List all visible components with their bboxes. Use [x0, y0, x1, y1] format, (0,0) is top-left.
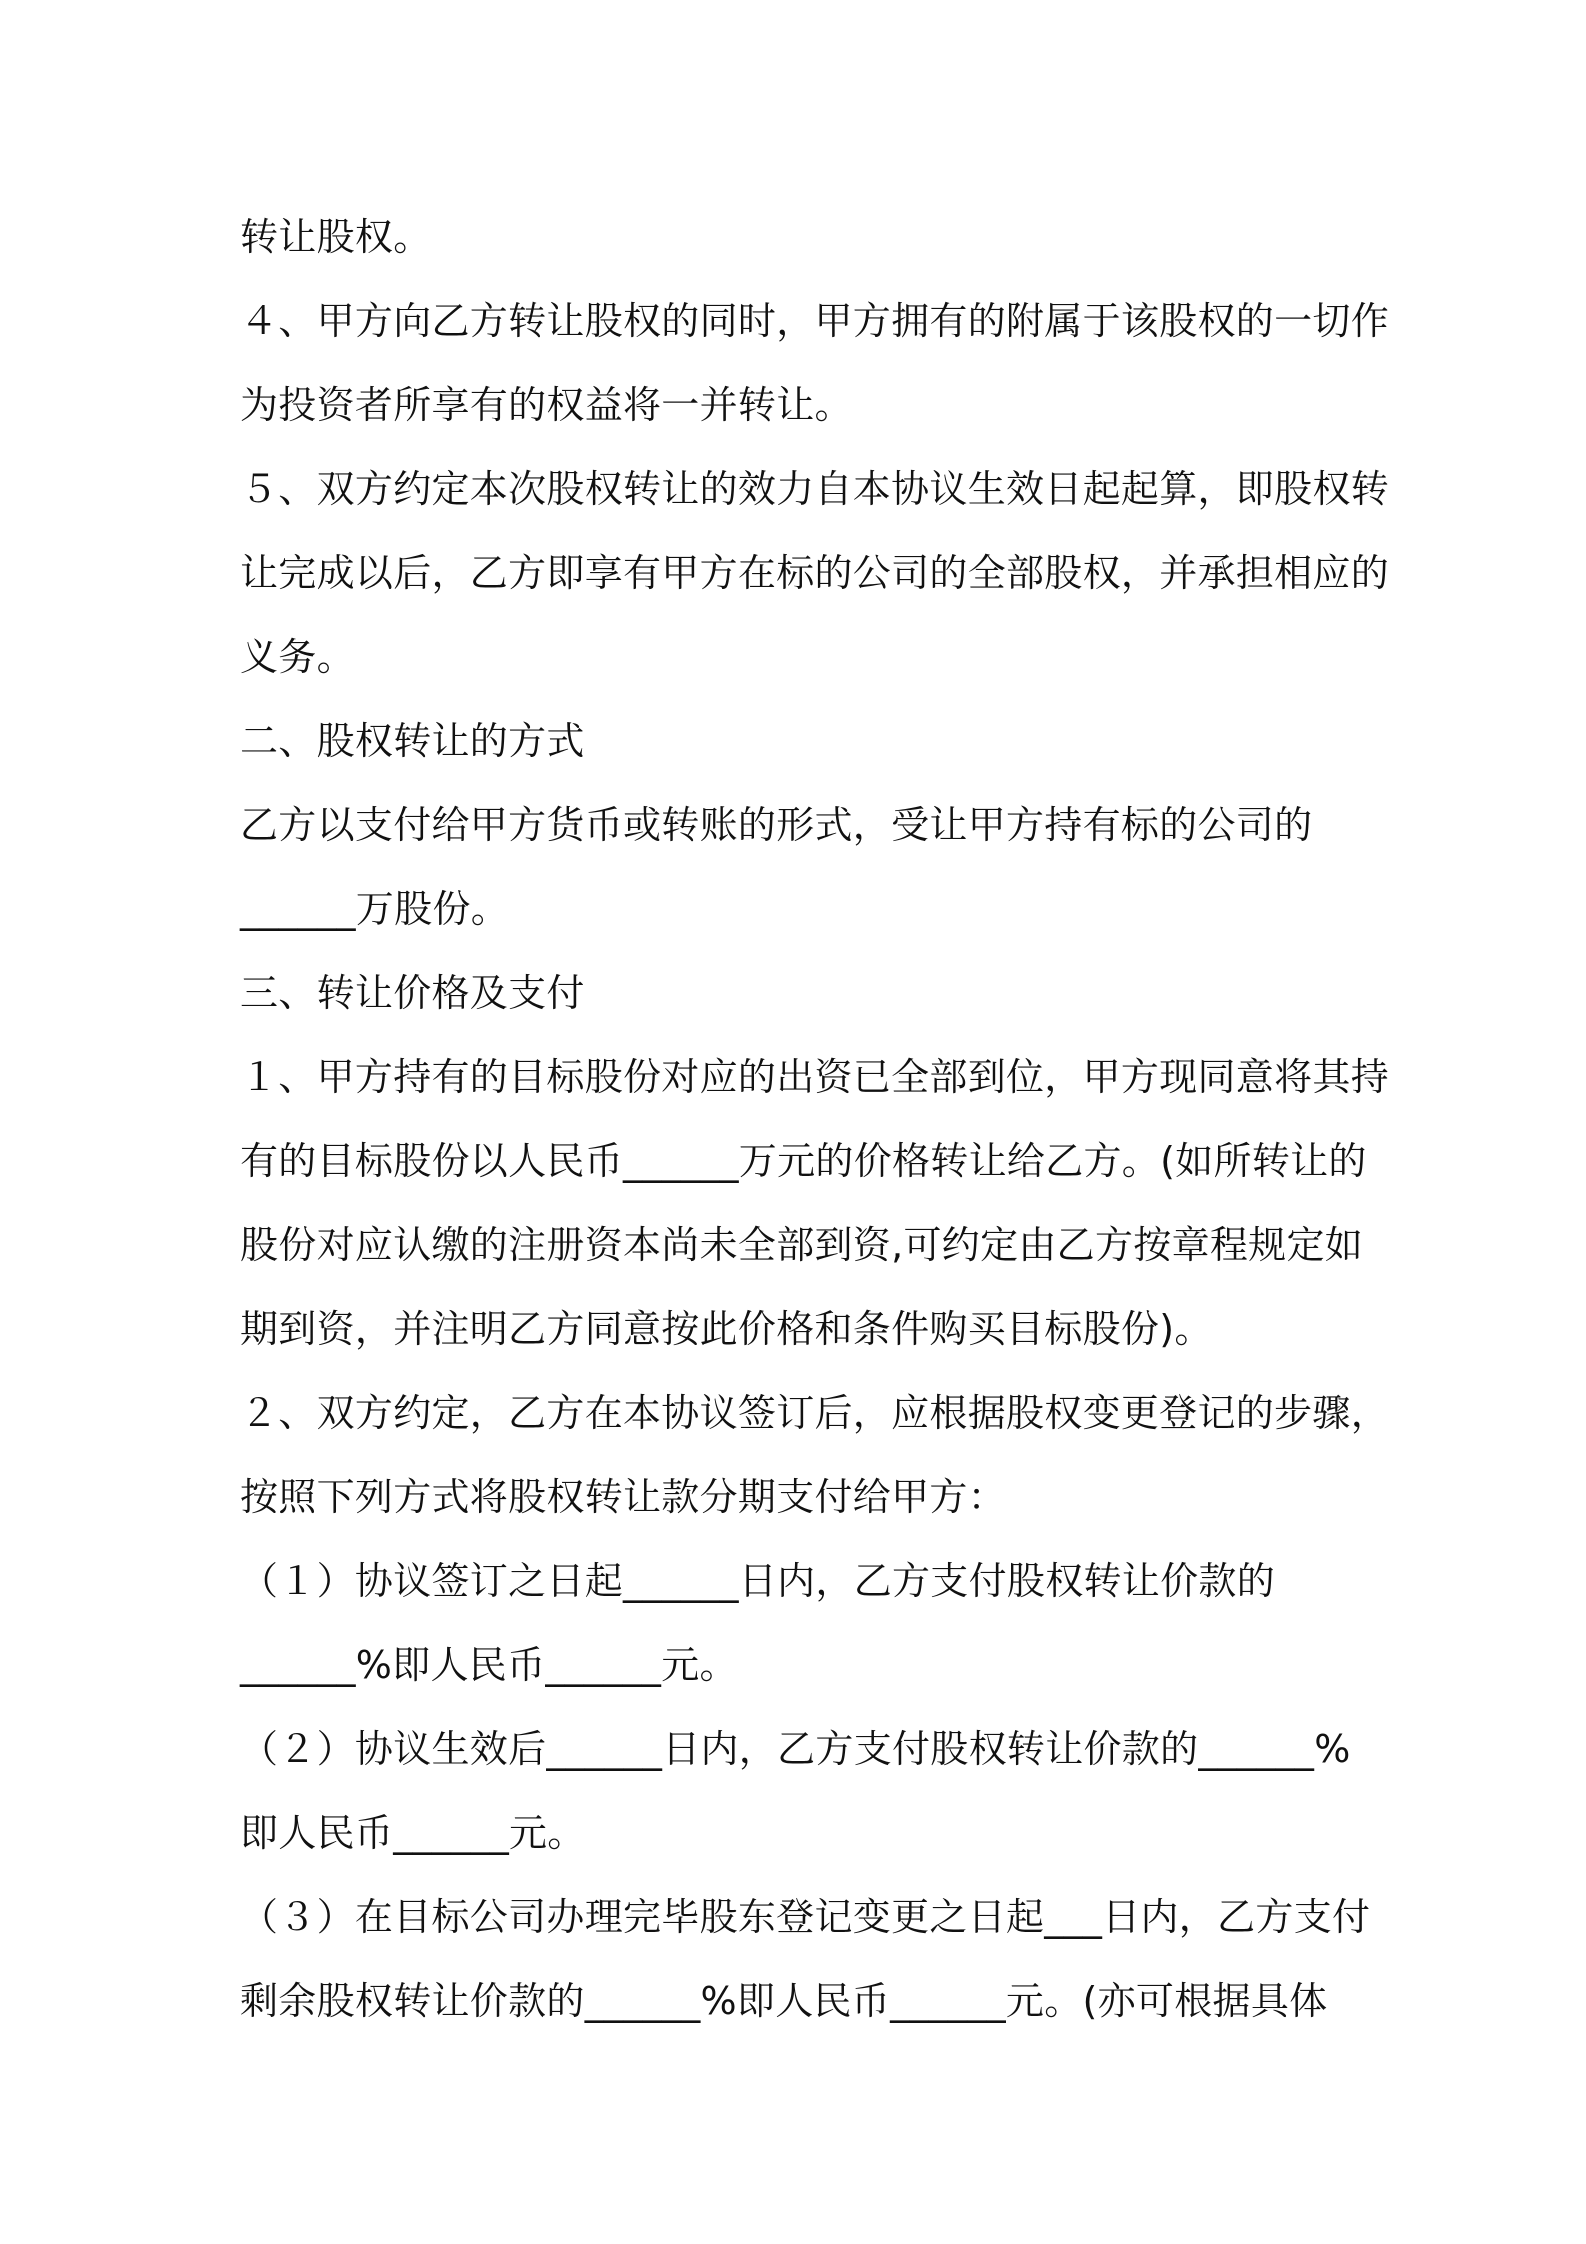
- text-line: 剩余股权转让价款的______%即人民币______元。(亦可根据具体: [240, 1979, 1328, 2023]
- text-line: ______万股份。: [240, 887, 510, 931]
- text-line: 为投资者所享有的权益将一并转让。: [240, 383, 853, 427]
- text-line: 按照下列方式将股权转让款分期支付给甲方：: [240, 1475, 1007, 1519]
- text-line: 期到资，并注明乙方同意按此价格和条件购买目标股份)。: [240, 1307, 1213, 1351]
- text-line: 义务。: [240, 635, 355, 679]
- section-heading: 三、转让价格及支付: [240, 971, 585, 1015]
- text-line: （２）协议生效后______日内，乙方支付股权转让价款的______%: [240, 1727, 1351, 1771]
- text-line: 即人民币______元。: [240, 1811, 586, 1855]
- text-line: ______%即人民币______元。: [240, 1643, 738, 1687]
- text-line: 股份对应认缴的注册资本尚未全部到资,可约定由乙方按章程规定如: [240, 1223, 1364, 1267]
- text-line: 乙方以支付给甲方货币或转账的形式，受让甲方持有标的公司的: [240, 803, 1313, 847]
- section-heading: 二、股权转让的方式: [240, 719, 585, 763]
- document-body: [240, 195, 1390, 2043]
- text-line: 有的目标股份以人民币______万元的价格转让给乙方。(如所转让的: [240, 1139, 1367, 1183]
- text-line: （１）协议签订之日起______日内，乙方支付股权转让价款的: [240, 1559, 1276, 1603]
- text-line: ４、甲方向乙方转让股权的同时，甲方拥有的附属于该股权的一切作: [240, 299, 1390, 343]
- text-line: 让完成以后，乙方即享有甲方在标的公司的全部股权，并承担相应的: [240, 551, 1390, 595]
- text-line: 转让股权。: [240, 215, 432, 259]
- text-line: （３）在目标公司办理完毕股东登记变更之日起___日内，乙方支付: [240, 1895, 1371, 1939]
- text-line: ２、双方约定，乙方在本协议签订后，应根据股权变更登记的步骤，: [240, 1391, 1390, 1435]
- text-line: １、甲方持有的目标股份对应的出资已全部到位，甲方现同意将其持: [240, 1055, 1390, 1099]
- text-line: ５、双方约定本次股权转让的效力自本协议生效日起起算，即股权转: [240, 467, 1390, 511]
